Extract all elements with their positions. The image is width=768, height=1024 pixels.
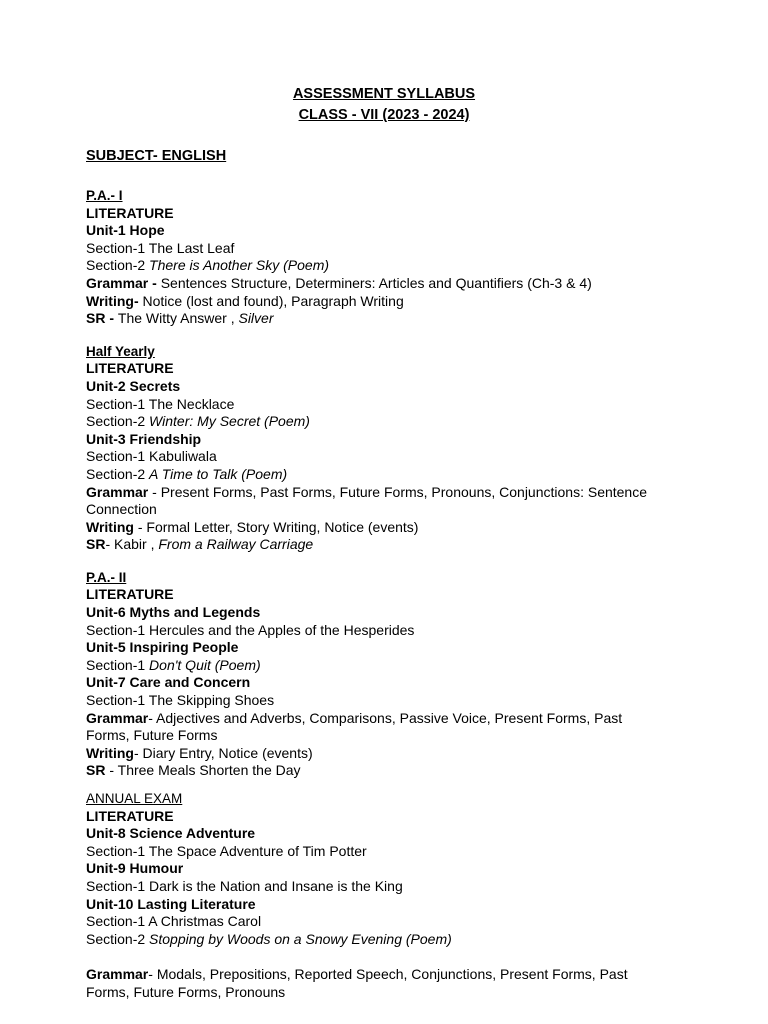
hy-grammar [86, 484, 686, 502]
writing-topics: - Formal Letter, Story Writing, Notice (events) [133, 518, 419, 535]
hy-sr [86, 536, 686, 554]
writing-topics: Notice (lost and found), Paragraph Writing [142, 292, 404, 309]
pa2-sr [86, 762, 686, 780]
grammar-topics: - Adjectives and Adverbs, Comparisons, Passive Voice, Present Forms, Past [148, 709, 623, 726]
pa1-heading: P.A.- I [86, 188, 123, 203]
sr-title: Silver [238, 310, 274, 327]
sr-label: SR [86, 536, 106, 553]
pa1-grammar [86, 275, 686, 293]
section-label: Section-2 [86, 930, 150, 947]
annual-literature-label: LITERATURE [86, 807, 174, 824]
pa1-unit1-section2 [86, 257, 686, 275]
annual-unit9: Unit-9 Humour [86, 860, 184, 877]
class-subtitle: CLASS - VII (2023 - 2024) [298, 107, 470, 123]
annual-grammar-continued: Forms, Future Forms, Pronouns [86, 983, 286, 1000]
hy-unit3-section2 [86, 466, 686, 484]
pa2-unit6: Unit-6 Myths and Legends [86, 604, 261, 621]
hy-unit2-section1: Section-1 The Necklace [86, 395, 235, 412]
writing-topics: - Diary Entry, Notice (events) [133, 744, 313, 761]
subject-heading: SUBJECT- ENGLISH [86, 148, 227, 164]
hy-unit3: Unit-3 Friendship [86, 430, 202, 447]
pa2-unit6-section1: Section-1 Hercules and the Apples of the Hesperides [86, 621, 415, 638]
sr-text: - Kabir , [105, 536, 159, 553]
pa2-unit5-section1 [86, 657, 686, 675]
half-yearly-section [86, 343, 686, 554]
pa2-unit7: Unit-7 Care and Concern [86, 674, 251, 691]
annual-exam-heading: ANNUAL EXAM [86, 791, 183, 806]
pa1-unit1: Unit-1 Hope [86, 222, 165, 239]
pa1-writing [86, 293, 686, 311]
poem-title: Winter: My Secret (Poem) [149, 413, 310, 430]
sr-title: From a Railway Carriage [158, 536, 314, 553]
syllabus-content [86, 146, 686, 1002]
spacer [86, 948, 686, 966]
hy-unit2-section2 [86, 413, 686, 431]
section-label: Section-2 [86, 257, 150, 274]
pa1-literature-label: LITERATURE [86, 204, 174, 221]
sr-text: - Three Meals Shorten the Day [105, 762, 301, 779]
poem-title: Don't Quit (Poem) [149, 656, 261, 673]
annual-unit9-section1: Section-1 Dark is the Nation and Insane is the King [86, 877, 403, 894]
poem-title: A Time to Talk (Poem) [149, 465, 288, 482]
writing-label: Writing [86, 518, 134, 535]
section-label: Section-1 [86, 656, 150, 673]
annual-grammar [86, 966, 686, 984]
hy-grammar-continued: Connection [86, 501, 157, 518]
annual-unit10-section1: Section-1 A Christmas Carol [86, 913, 262, 930]
poem-title: There is Another Sky (Poem) [149, 257, 330, 274]
annual-unit8: Unit-8 Science Adventure [86, 825, 256, 842]
grammar-label: Grammar - [86, 274, 161, 291]
spacer [86, 328, 686, 343]
hy-unit2: Unit-2 Secrets [86, 377, 181, 394]
half-yearly-heading: Half Yearly [86, 343, 155, 359]
pa2-heading: P.A.- II [86, 569, 127, 585]
section-label: Section-2 [86, 465, 150, 482]
pa1-unit1-section1: Section-1 The Last Leaf [86, 239, 235, 256]
pa1-sr [86, 310, 686, 328]
pa1-section [86, 187, 686, 328]
spacer [86, 780, 686, 790]
pa2-unit5: Unit-5 Inspiring People [86, 639, 239, 656]
sr-text: The Witty Answer , [117, 310, 239, 327]
pa2-writing [86, 745, 686, 763]
hy-unit3-section1: Section-1 Kabuliwala [86, 448, 217, 465]
title-block [0, 84, 768, 126]
writing-label: Writing- [86, 292, 143, 309]
poem-title: Stopping by Woods on a Snowy Evening (Poem) [149, 930, 452, 947]
grammar-label: Grammar [86, 966, 149, 983]
annual-unit10-section2 [86, 931, 686, 949]
grammar-topics: Sentences Structure, Determiners: Articles and Quantifiers (Ch-3 & 4) [160, 274, 592, 291]
sr-label: SR [86, 762, 106, 779]
writing-label: Writing [86, 744, 134, 761]
annual-unit8-section1: Section-1 The Space Adventure of Tim Potter [86, 842, 367, 859]
grammar-label: Grammar [86, 483, 149, 500]
grammar-topics: - Present Forms, Past Forms, Future Forms, Pronouns, Conjunctions: Sentence [148, 483, 648, 500]
pa2-unit7-section1: Section-1 The Skipping Shoes [86, 692, 275, 709]
annual-exam-section [86, 790, 686, 1002]
pa2-literature-label: LITERATURE [86, 586, 174, 603]
pa2-grammar-continued: Forms, Future Forms [86, 727, 218, 744]
annual-unit10: Unit-10 Lasting Literature [86, 895, 256, 912]
hy-writing [86, 519, 686, 537]
section-label: Section-2 [86, 413, 150, 430]
hy-literature-label: LITERATURE [86, 360, 174, 377]
pa2-section [86, 569, 686, 780]
pa2-grammar [86, 710, 686, 728]
document-title: ASSESSMENT SYLLABUS [292, 86, 476, 102]
grammar-topics: - Modals, Prepositions, Reported Speech, Conjunctions, Present Forms, Past [148, 966, 628, 983]
grammar-label: Grammar [86, 709, 149, 726]
sr-label: SR - [86, 310, 118, 327]
spacer [86, 554, 686, 569]
